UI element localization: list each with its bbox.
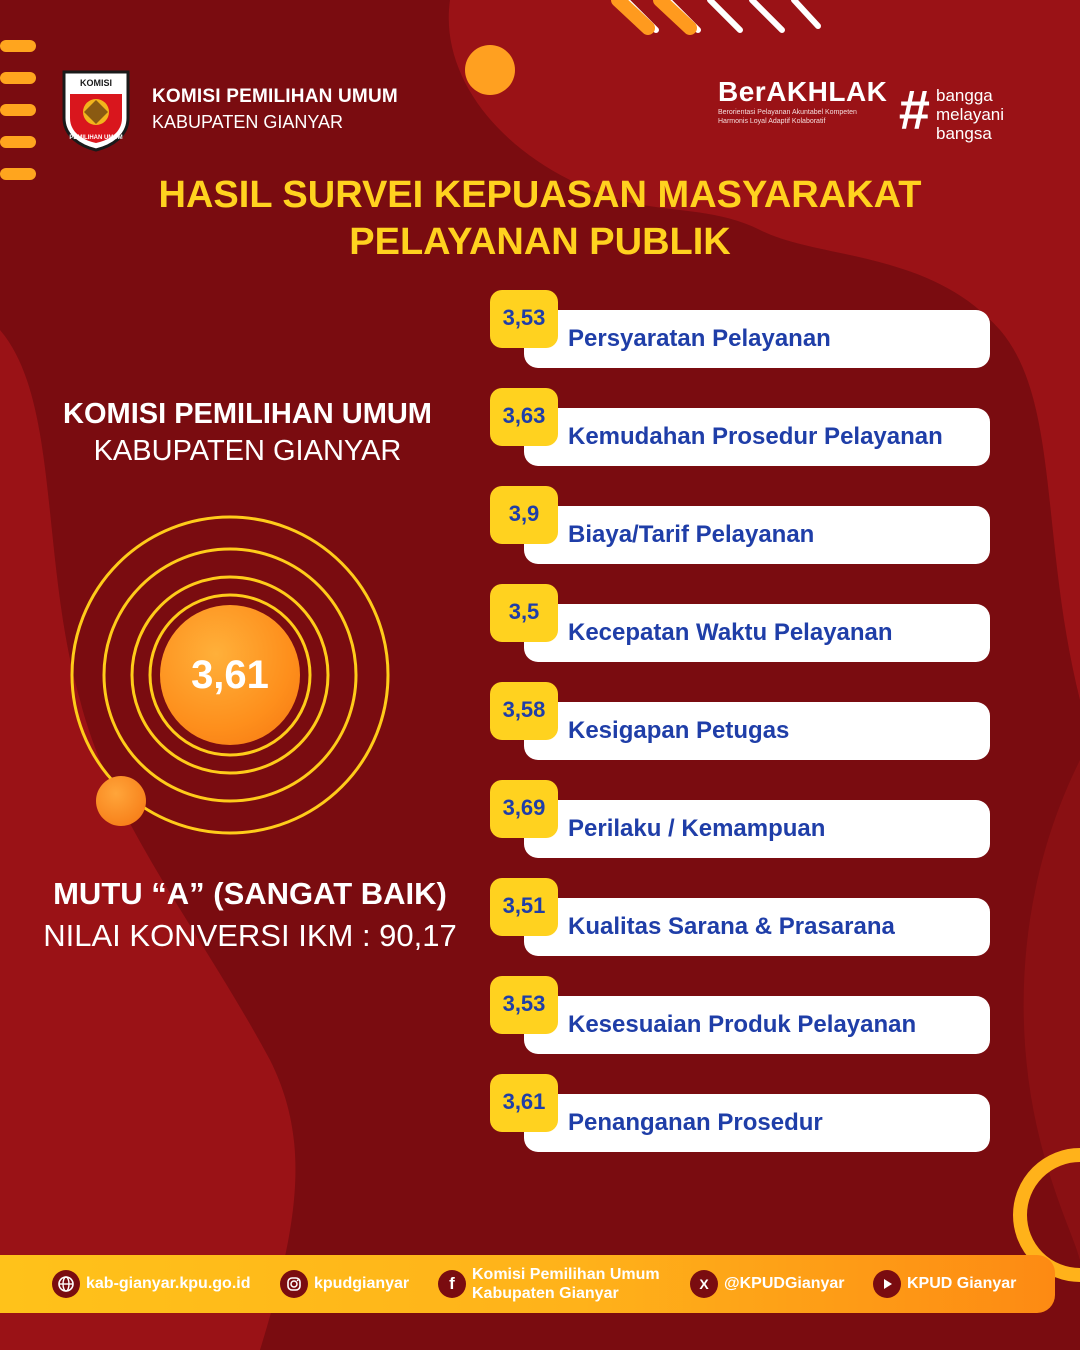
decorative-dot	[96, 776, 146, 826]
item-score-badge: 3,69	[490, 780, 558, 838]
item-score-badge: 3,9	[490, 486, 558, 544]
item-label: Biaya/Tarif Pelayanan	[568, 521, 815, 548]
header-org-line1: KOMISI PEMILIHAN UMUM	[152, 86, 398, 107]
globe-icon	[52, 1270, 80, 1298]
footer-youtube-link[interactable]	[873, 1255, 1016, 1313]
survey-item	[490, 780, 990, 858]
survey-item	[490, 1074, 990, 1152]
item-score-badge: 3,51	[490, 878, 558, 936]
footer-website-link[interactable]	[52, 1255, 250, 1313]
footer-facebook-line2: Kabupaten Gianyar	[472, 1285, 619, 1302]
item-label: Kecepatan Waktu Pelayanan	[568, 619, 893, 646]
footer-instagram-link[interactable]	[280, 1255, 409, 1313]
survey-item	[490, 682, 990, 760]
item-score-badge: 3,63	[490, 388, 558, 446]
item-label: Persyaratan Pelayanan	[568, 325, 831, 352]
item-score-badge: 3,53	[490, 976, 558, 1034]
item-label: Kesesuaian Produk Pelayanan	[568, 1011, 917, 1038]
hashtag-icon: #	[898, 78, 930, 141]
bangga-line1: bangga	[936, 86, 993, 105]
item-score-badge: 3,58	[490, 682, 558, 740]
survey-item	[490, 290, 990, 368]
survey-item	[490, 486, 990, 564]
berakhlak-logo	[718, 76, 898, 146]
survey-item	[490, 584, 990, 662]
overall-score: 3,61	[160, 605, 300, 745]
kpu-logo	[60, 68, 132, 152]
footer-youtube: KPUD Gianyar	[907, 1275, 1017, 1292]
mutu-rating: MUTU “A” (SANGAT BAIK)	[53, 876, 447, 911]
bangga-melayani-logo	[898, 78, 1038, 146]
youtube-icon	[873, 1270, 901, 1298]
footer-bar	[0, 1255, 1055, 1313]
item-label: Kesigapan Petugas	[568, 717, 790, 744]
item-label: Penanganan Prosedur	[568, 1109, 823, 1136]
item-label: Perilaku / Kemampuan	[568, 815, 826, 842]
summary-rating	[30, 876, 470, 954]
survey-item	[490, 976, 990, 1054]
footer-facebook-link[interactable]	[438, 1255, 660, 1313]
berakhlak-line2: Harmonis Loyal Adaptif Kolaboratif	[718, 118, 826, 125]
berakhlak-title: BerAKHLAK	[718, 76, 888, 107]
footer-website: kab-gianyar.kpu.go.id	[86, 1275, 251, 1292]
footer-twitter-link[interactable]	[690, 1255, 845, 1313]
item-score-badge: 3,53	[490, 290, 558, 348]
footer-instagram: kpudgianyar	[314, 1275, 410, 1292]
logo-bottom-text: PEMILIHAN UMUM	[69, 135, 123, 141]
footer-facebook-line1: Komisi Pemilihan Umum	[472, 1266, 660, 1283]
bangga-line2: melayani	[936, 105, 1005, 124]
title-line2: PELAYANAN PUBLIK	[349, 221, 731, 263]
instagram-icon	[280, 1270, 308, 1298]
summary-org	[30, 398, 465, 468]
bangga-line3: bangsa	[936, 124, 992, 143]
summary-org-line1: KOMISI PEMILIHAN UMUM	[63, 398, 432, 430]
item-score-badge: 3,61	[490, 1074, 558, 1132]
kpu-emblem-icon	[60, 68, 132, 152]
facebook-icon: f	[438, 1270, 466, 1298]
header-org-line2: KABUPATEN GIANYAR	[152, 112, 344, 132]
berakhlak-line1: Berorientasi Pelayanan Akuntabel Kompeten	[718, 109, 857, 116]
header-org	[152, 86, 398, 133]
item-score-badge: 3,5	[490, 584, 558, 642]
x-twitter-icon: X	[690, 1270, 718, 1298]
footer-twitter: @KPUDGianyar	[724, 1275, 845, 1292]
page-title	[0, 172, 1080, 266]
summary-org-line2: KABUPATEN GIANYAR	[93, 435, 402, 467]
survey-item	[490, 388, 990, 466]
item-label: Kemudahan Prosedur Pelayanan	[568, 423, 943, 450]
survey-item	[490, 878, 990, 956]
logo-top-text: KOMISI	[79, 78, 113, 88]
item-label: Kualitas Sarana & Prasarana	[568, 913, 895, 940]
title-line1: HASIL SURVEI KEPUASAN MASYARAKAT	[158, 174, 922, 216]
nilai-konversi: NILAI KONVERSI IKM : 90,17	[43, 918, 457, 953]
